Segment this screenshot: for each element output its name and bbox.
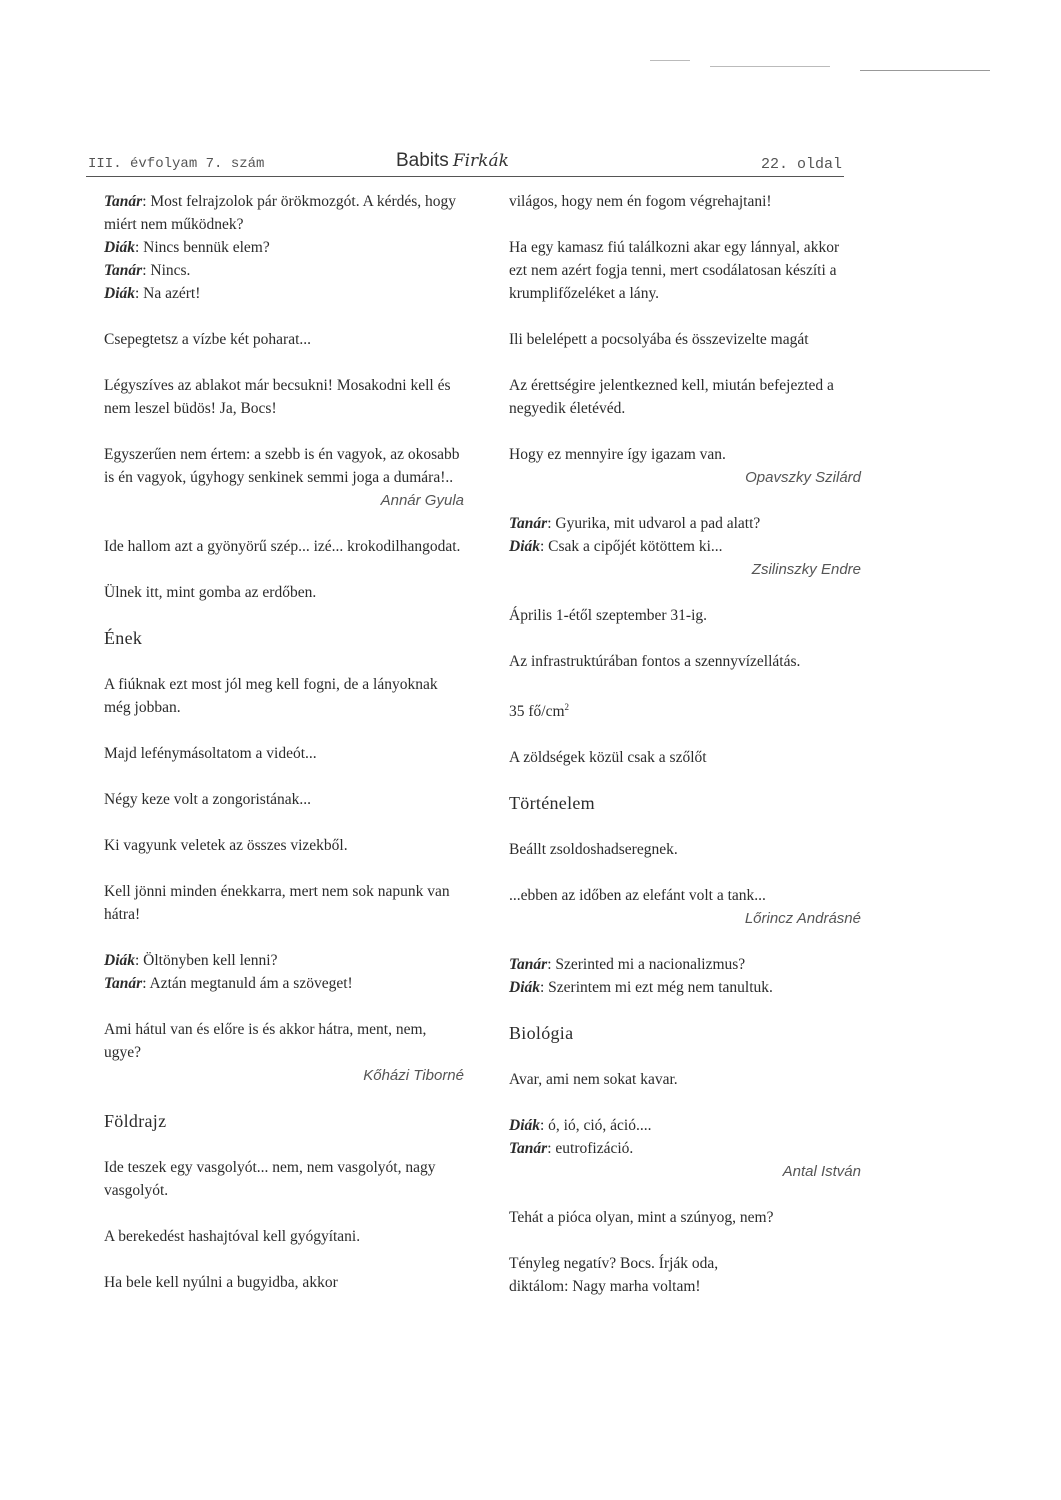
page-header (86, 150, 844, 177)
quote: Ha egy kamasz fiú találkozni akar egy lánnyal, akkor ezt nem azért fogja tenni, mert csodálatosan készíti a krumplifőzeléket a lány. (509, 239, 840, 302)
speaker: Tanár (509, 1140, 548, 1158)
section-heading-tortenelem: Történelem (509, 793, 595, 814)
line: : Öltönyben kell lenni? (135, 952, 278, 969)
speaker: Tanár (509, 515, 548, 532)
author: Kőházi Tiborné (363, 1067, 464, 1084)
speaker: Diák (509, 538, 540, 555)
line: : eutrofizáció. (547, 1140, 634, 1158)
quote: Ili belelépett a pocsolyába és összevizelte magát (509, 331, 809, 348)
quote: Majd lefénymásoltatom a videót... (104, 745, 317, 762)
quote: A fiúknak ezt most jól meg kell fogni, de a lányoknak még jobban. (104, 676, 438, 716)
author: Lőrincz Andrásné (744, 910, 861, 928)
quote: Csepegtetsz a vízbe két poharat... (104, 331, 312, 348)
quote: Egyszerűen nem értem: a szebb is én vagyok, az okosabb is én vagyok, úgyhogy senkinek semmi joga a dumára!.. Annár Gyula (104, 443, 464, 512)
quote: A zöldségek közül csak a szőlőt (509, 749, 707, 767)
quote: Április 1-étől szeptember 31-ig. (509, 607, 708, 624)
quote: Ülnek itt, mint gomba az erdőben. (104, 584, 317, 601)
issue-label: III. évfolyam 7. szám (88, 156, 265, 172)
speaker: Diák (104, 285, 135, 302)
section-heading-foldrajz: Földrajz (104, 1111, 167, 1131)
quote: Ide hallom azt a gyönyörű szép... izé... krokodilhangodat. (104, 538, 461, 555)
author: Opavszky Szilárd (745, 469, 861, 486)
quote: Ide teszek egy vasgolyót... nem, nem vasgolyót, nagy vasgolyót. (104, 1159, 436, 1199)
line: : Szerintem mi ezt még nem tanultuk. (540, 979, 773, 997)
line: : Csak a cipőjét kötöttem ki... (540, 538, 723, 555)
line: : Aztán megtanuld ám a szöveget! (142, 975, 353, 992)
speaker: Diák (104, 952, 135, 969)
left-column (104, 190, 464, 1317)
quote: Légyszíves az ablakot már becsukni! Mosakodni kell és nem leszel büdös! Ja, Bocs! (104, 377, 451, 417)
right-column (509, 190, 861, 1321)
dialogue-block (104, 190, 464, 305)
author: Zsilinszky Endre (751, 561, 861, 578)
title-script: Firkák (452, 151, 509, 171)
author: Antal István (782, 1163, 861, 1181)
line: : Nincs bennük elem? (135, 239, 270, 256)
quote: 35 $fő/cm^2$ (509, 702, 570, 721)
line: : Gyurika, mit udvarol a pad alatt? (547, 515, 761, 532)
quote: Ha bele kell nyúlni a bugyidba, akkor (104, 1274, 338, 1291)
quote: Négy keze volt a zongoristának... (104, 791, 312, 808)
quote: világos, hogy nem én fogom végrehajtani! (509, 193, 772, 210)
line: : Most felrajzolok pár örökmozgót. A kérdés, hogy miért nem működnek? (104, 193, 457, 233)
section-heading-biologia: Biológia (509, 1023, 574, 1044)
speaker: Tanár (104, 975, 143, 992)
author: Annár Gyula (380, 492, 464, 509)
speaker: Diák (509, 1117, 540, 1135)
quote: Kell jönni minden énekkarra, mert nem sok napunk van hátra! (104, 883, 450, 923)
line: : Nincs. (142, 262, 191, 279)
speaker: Diák (509, 979, 540, 997)
quote: Beállt zsoldoshadseregnek. (509, 841, 678, 859)
speaker: Diák (104, 239, 135, 256)
quote: Tehát a pióca olyan, mint a szúnyog, nem? (509, 1209, 774, 1227)
quote: Az infrastruktúrában fontos a szennyvízellátás. (509, 653, 801, 670)
quote: Ki vagyunk veletek az összes vizekből. (104, 837, 348, 854)
line: : Na azért! (135, 285, 201, 302)
speaker: Tanár (104, 262, 143, 279)
quote: Tényleg negatív? Bocs. Írják oda, diktálom: Nagy marha voltam! (509, 1255, 719, 1296)
speaker: Tanár (509, 956, 548, 974)
speaker: Tanár (104, 193, 143, 210)
newsletter-title (396, 150, 509, 172)
page-number: 22. oldal (760, 156, 842, 173)
dialogue-block (104, 949, 464, 995)
quote: ...ebben az időben az elefánt volt a tank... Lőrincz Andrásné (509, 884, 861, 930)
line: : ó, ió, ció, áció.... (540, 1117, 652, 1135)
section-heading-enek: Ének (104, 628, 143, 648)
dialogue-block (509, 512, 861, 581)
dialogue-block (509, 953, 861, 999)
quote: Hogy ez mennyire így igazam van. Opavszky Szilárd (509, 443, 861, 489)
quote: Az érettségire jelentkezned kell, miután befejezted a negyedik életévéd. (509, 377, 834, 417)
title-main: Babits (396, 150, 449, 171)
dialogue-block (509, 1114, 861, 1183)
quote: Avar, ami nem sokat kavar. (509, 1071, 678, 1089)
line: : Szerinted mi a nacionalizmus? (547, 956, 746, 974)
quote: Ami hátul van és előre is és akkor hátra, ment, nem, ugye? Kőházi Tiborné (104, 1018, 464, 1087)
quote: A berekedést hashajtóval kell gyógyítani. (104, 1228, 361, 1245)
